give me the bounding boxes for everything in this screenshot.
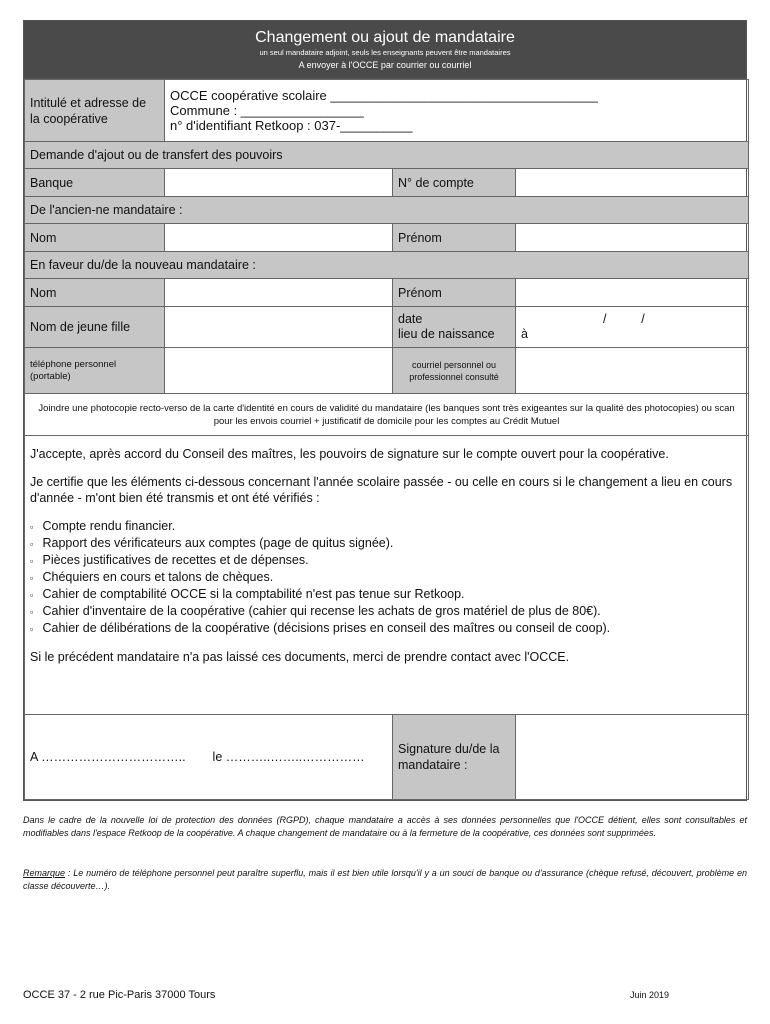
form-table bbox=[24, 79, 749, 800]
email-field[interactable] bbox=[516, 348, 749, 394]
mandate-form bbox=[23, 20, 747, 801]
checkbox-icon[interactable]: ▫ bbox=[30, 590, 34, 600]
phone-field[interactable] bbox=[165, 348, 393, 394]
new-last-name-field[interactable] bbox=[165, 279, 393, 307]
former-last-name-field[interactable] bbox=[165, 224, 393, 252]
remark-text: : Le numéro de téléphone personnel peut paraître superflu, mais il est bien utile lorsqu'il y a un souci de banque ou d'assurance (chèque refusé, découvert, problème en classe découverte…). bbox=[23, 868, 747, 891]
checkbox-icon[interactable]: ▫ bbox=[30, 607, 34, 617]
checkbox-icon[interactable]: ▫ bbox=[30, 573, 34, 583]
new-last-name-label: Nom bbox=[25, 279, 165, 307]
maiden-name-field[interactable] bbox=[165, 307, 393, 348]
birth-place-field[interactable]: à bbox=[521, 327, 528, 341]
remark-note bbox=[23, 867, 747, 893]
cooperative-row bbox=[25, 80, 749, 142]
certification-text: Je certifie que les éléments ci-dessous concernant l'année scolaire passée - ou celle en cours si le changement a lieu en cours d'année - m'ont bien été transmis et ont été vérifiés : bbox=[30, 475, 733, 505]
form-send-instruction: A envoyer à l'OCCE par courrier ou courriel bbox=[298, 60, 472, 70]
gdpr-note: Dans le cadre de la nouvelle loi de protection des données (RGPD), chaque mandataire a accès à ses données personnelles que l'OCCE détient, elles sont consultables et modifiables dans l'espace Retkoop de la coopérative. A chaque changement de mandataire ou à la fermeture de la coopérative, ces données sont supprimées. bbox=[23, 815, 747, 838]
contact-text: Si le précédent mandataire n'a pas laissé ces documents, merci de prendre contact avec l'OCCE. bbox=[30, 650, 570, 664]
footer-date: Juin 2019 bbox=[630, 990, 670, 1000]
checklist-item[interactable]: ▫ Rapport des vérificateurs aux comptes (page de quitus signée). bbox=[30, 536, 394, 550]
remark-title: Remarque bbox=[23, 868, 66, 878]
birth-label bbox=[393, 307, 516, 348]
new-first-name-label: Prénom bbox=[393, 279, 516, 307]
form-title: Changement ou ajout de mandataire bbox=[255, 29, 515, 46]
new-mandate-section-header: En faveur du/de la nouveau mandataire : bbox=[25, 252, 749, 279]
account-number-label: N° de compte bbox=[393, 169, 516, 197]
checkbox-icon[interactable]: ▫ bbox=[30, 556, 34, 566]
bank-field[interactable] bbox=[165, 169, 393, 197]
request-section-header: Demande d'ajout ou de transfert des pouvoirs bbox=[25, 142, 749, 169]
retkoop-id-field[interactable]: n° d'identifiant Retkoop : 037-__________ bbox=[170, 118, 413, 133]
account-number-field[interactable] bbox=[516, 169, 749, 197]
email-label: courriel personnel ou professionnel consulté bbox=[393, 348, 516, 394]
maiden-name-label: Nom de jeune fille bbox=[25, 307, 165, 348]
id-document-notice: Joindre une photocopie recto-verso de la carte d'identité en cours de validité du mandataire (les banques sont très exigeantes sur la qualité des photocopies) ou scan pour les envois courriel + justificatif de domicile pour les comptes au Crédit Mutuel bbox=[25, 394, 749, 436]
signature-label: Signature du/de la mandataire : bbox=[393, 715, 516, 800]
commune-field[interactable]: Commune : _________________ bbox=[170, 103, 364, 118]
former-last-name-label: Nom bbox=[25, 224, 165, 252]
birth-place-label: lieu de naissance bbox=[398, 327, 495, 341]
checkbox-icon[interactable]: ▫ bbox=[30, 624, 34, 634]
cooperative-fields[interactable] bbox=[165, 80, 749, 142]
former-first-name-label: Prénom bbox=[393, 224, 516, 252]
signature-place-field[interactable]: A …………………………….. bbox=[30, 750, 186, 764]
birth-field[interactable] bbox=[516, 307, 749, 348]
former-first-name-field[interactable] bbox=[516, 224, 749, 252]
checklist-item[interactable]: ▫ Cahier de délibérations de la coopérative (décisions prises en conseil des maîtres ou conseil de coop). bbox=[30, 621, 611, 635]
acceptance-text: J'accepte, après accord du Conseil des maîtres, les pouvoirs de signature sur le compte ouvert pour la coopérative. bbox=[30, 447, 669, 461]
form-subtitle: un seul mandataire adjoint, seuls les enseignants peuvent être mandataires bbox=[259, 48, 511, 57]
declaration-block bbox=[25, 436, 749, 715]
cooperative-name-field[interactable]: OCCE coopérative scolaire _____________________________________ bbox=[170, 88, 598, 103]
bank-label: Banque bbox=[25, 169, 165, 197]
checklist-item[interactable]: ▫ Chéquiers en cours et talons de chèques. bbox=[30, 570, 274, 584]
signature-date-field[interactable]: le ………..……..…………… bbox=[212, 750, 365, 764]
phone-label bbox=[25, 348, 165, 394]
document-checklist bbox=[30, 518, 743, 637]
birth-date-label: date bbox=[398, 312, 423, 326]
checklist-item[interactable]: ▫ Pièces justificatives de recettes et de dépenses. bbox=[30, 553, 309, 567]
birth-date-field[interactable]: / / bbox=[603, 312, 645, 326]
phone-label-note: (portable) bbox=[30, 370, 71, 382]
phone-label-text: téléphone personnel bbox=[30, 358, 117, 370]
former-mandate-section-header: De l'ancien-ne mandataire : bbox=[25, 197, 749, 224]
new-first-name-field[interactable] bbox=[516, 279, 749, 307]
checklist-item[interactable]: ▫ Compte rendu financier. bbox=[30, 519, 176, 533]
signature-field[interactable] bbox=[516, 715, 749, 800]
checklist-item[interactable]: ▫ Cahier de comptabilité OCCE si la comptabilité n'est pas tenue sur Retkoop. bbox=[30, 587, 465, 601]
signature-place-date[interactable] bbox=[25, 715, 393, 800]
checklist-item[interactable]: ▫ Cahier d'inventaire de la coopérative (cahier qui recense les achats de gros matériel de plus de 80€). bbox=[30, 604, 601, 618]
form-header bbox=[24, 21, 746, 79]
checkbox-icon[interactable]: ▫ bbox=[30, 539, 34, 549]
footer-address: OCCE 37 - 2 rue Pic-Paris 37000 Tours bbox=[23, 989, 216, 1001]
cooperative-label: Intitulé et adresse de la coopérative bbox=[25, 80, 165, 142]
checkbox-icon[interactable]: ▫ bbox=[30, 522, 34, 532]
